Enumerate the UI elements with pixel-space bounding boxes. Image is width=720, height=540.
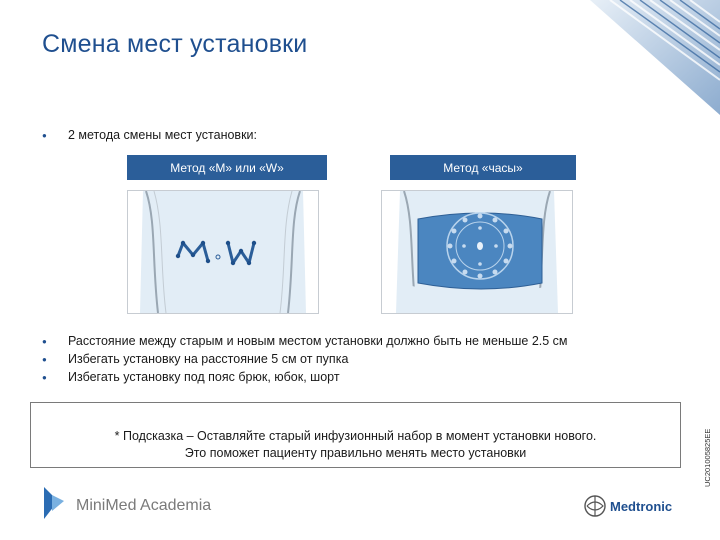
bullet-dot: ● [42,373,47,382]
medtronic-logo [583,488,695,524]
bullet-text-3: Избегать установку под пояс брюк, юбок, шорт [68,370,340,384]
intro-bullet-text: 2 метода смены мест установки: [68,128,258,142]
abdomen-mw-diagram [128,191,318,313]
bullet-dot: ● [42,355,47,364]
document-code-text: UC201005825EE [703,428,712,487]
document-code [700,395,714,490]
slide-title: Смена мест установки [42,30,308,58]
bullet-text-1: Расстояние между старым и новым местом установки должно быть не меньше 2.5 см [68,334,568,348]
bullet-text-2: Избегать установку на расстояние 5 см от пупка [68,352,349,366]
minimed-academia-logo [42,483,212,523]
clock-method-illustration [381,190,573,314]
bullet-dot: ● [42,337,47,346]
method-mw-label: Метод «М» или «W» [127,155,327,180]
minimed-academia-logo-text: MiniMed Academia [76,497,212,514]
method-clock-label: Метод «часы» [390,155,576,180]
medtronic-logo-text: Medtronic [610,499,673,514]
tip-line-2: Это поможет пациенту правильно менять место установки [184,446,527,460]
tip-box [30,402,681,468]
corner-decoration [570,0,720,115]
tip-line-1: * Подсказка – Оставляйте старый инфузионный набор в момент установки нового. [114,429,597,443]
abdomen-clock-diagram [382,191,572,313]
mw-method-illustration [127,190,319,314]
bullet-dot: ● [42,131,47,140]
